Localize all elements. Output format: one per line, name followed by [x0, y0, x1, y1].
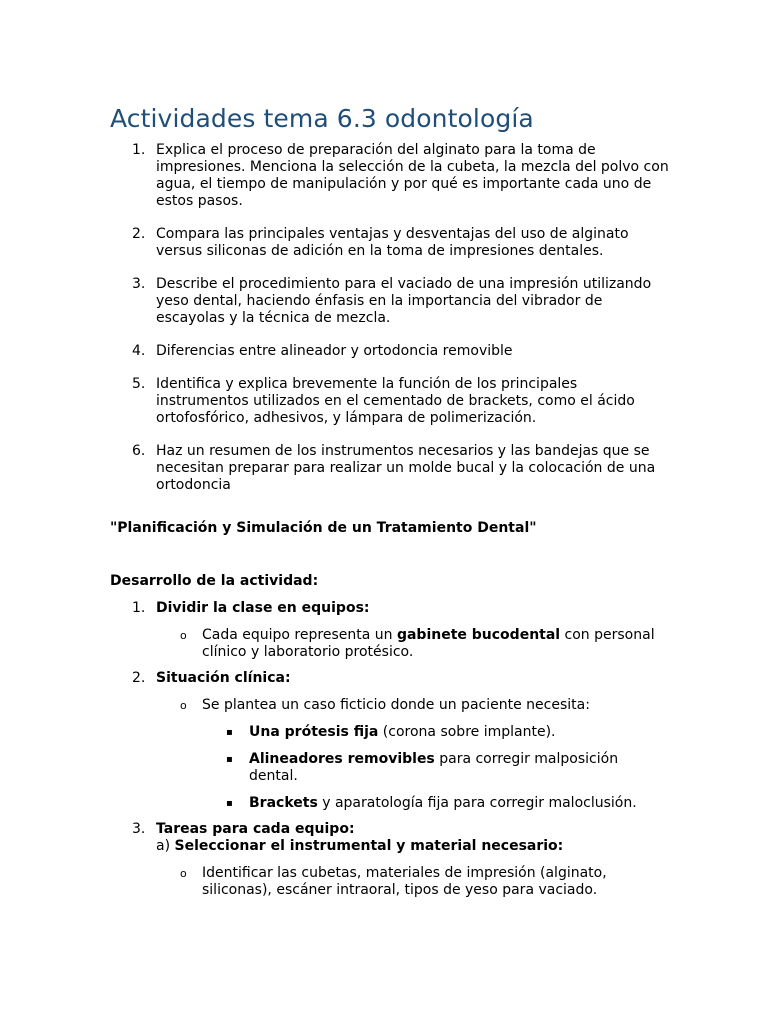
question-text: Compara las principales ventajas y desventajas del uso de alginato versus siliconas de adición en la toma de impresiones dentales. — [156, 226, 629, 259]
step-label: Situación clínica: — [156, 670, 291, 686]
square-bullet-icon: ▪ — [226, 754, 233, 765]
question-number: 3. — [132, 276, 146, 292]
item-rest: y aparatología fija para corregir maloclusión. — [317, 795, 637, 811]
sub-text-pre: Cada equipo representa un — [202, 627, 397, 643]
sub-bullet-item — [110, 627, 670, 661]
step-item — [110, 670, 670, 687]
square-bullet-item — [110, 795, 670, 812]
sub-text: Identificar las cubetas, materiales de impresión (alginato, siliconas), escáner intraoral, tipos de yeso para vaciado. — [202, 865, 607, 898]
question-number: 5. — [132, 376, 146, 392]
sub-bullet-item — [110, 697, 670, 714]
sub-text: Se plantea un caso ficticio donde un paciente necesita: — [202, 697, 590, 713]
question-text: Describe el procedimiento para el vaciado de una impresión utilizando yeso dental, haciendo énfasis en la importancia del vibrador de escayolas y la técnica de mezcla. — [156, 276, 652, 326]
item-bold: Una prótesis fija — [249, 724, 379, 740]
question-item — [110, 276, 670, 327]
square-bullet-icon: ▪ — [226, 727, 233, 738]
circle-bullet-icon: o — [180, 867, 187, 880]
square-bullet-item — [110, 751, 670, 785]
section-title: "Planificación y Simulación de un Tratamiento Dental" — [110, 520, 537, 536]
question-number: 2. — [132, 226, 146, 242]
question-number: 1. — [132, 142, 146, 158]
step-number: 1. — [132, 600, 146, 616]
question-item — [110, 343, 670, 360]
step-item — [110, 600, 670, 617]
question-item — [110, 226, 670, 260]
item-rest: (corona sobre implante). — [378, 724, 556, 740]
step-number: 2. — [132, 670, 146, 686]
question-item — [110, 376, 670, 427]
sub-label: Seleccionar el instrumental y material necesario: — [174, 838, 564, 854]
sub-text-bold: gabinete bucodental — [396, 627, 561, 643]
question-number: 4. — [132, 343, 146, 359]
circle-bullet-icon: o — [180, 699, 187, 712]
step-number: 3. — [132, 821, 146, 837]
question-list — [110, 142, 670, 494]
question-number: 6. — [132, 443, 146, 459]
question-text: Diferencias entre alineador y ortodoncia removible — [156, 343, 513, 359]
question-item — [110, 443, 670, 494]
question-text: Identifica y explica brevemente la función de los principales instrumentos utilizados en el cementado de brackets, como el ácido ortofosfórico, adhesivos, y lámpara de polimerización. — [156, 376, 635, 426]
square-bullet-item — [110, 724, 670, 741]
question-text: Explica el proceso de preparación del alginato para la toma de impresiones. Menciona la selección de la cubeta, la mezcla del polvo con agua, el tiempo de manipulación y por qué es importante cada uno de estos pasos. — [156, 142, 669, 209]
sub-bullet-item — [110, 865, 670, 899]
page-title: Actividades tema 6.3 odontología — [110, 104, 534, 133]
circle-bullet-icon: o — [180, 629, 187, 642]
square-bullet-icon: ▪ — [226, 798, 233, 809]
steps-list — [110, 600, 670, 899]
sub-text-post: con personal clínico y laboratorio protésico. — [202, 627, 655, 660]
item-bold: Brackets — [249, 795, 318, 811]
step-label: Tareas para cada equipo: — [156, 821, 355, 837]
step-item — [110, 821, 670, 855]
question-item — [110, 142, 670, 210]
development-heading: Desarrollo de la actividad: — [110, 573, 319, 589]
question-text: Haz un resumen de los instrumentos necesarios y las bandejas que se necesitan preparar para realizar un molde bucal y la colocación de una ortodoncia — [156, 443, 656, 493]
document-page — [110, 104, 670, 899]
item-bold: Alineadores removibles — [249, 751, 435, 767]
item-rest: para corregir malposición dental. — [249, 751, 619, 784]
sub-letter: a) — [156, 838, 175, 854]
step-label: Dividir la clase en equipos: — [156, 600, 370, 616]
